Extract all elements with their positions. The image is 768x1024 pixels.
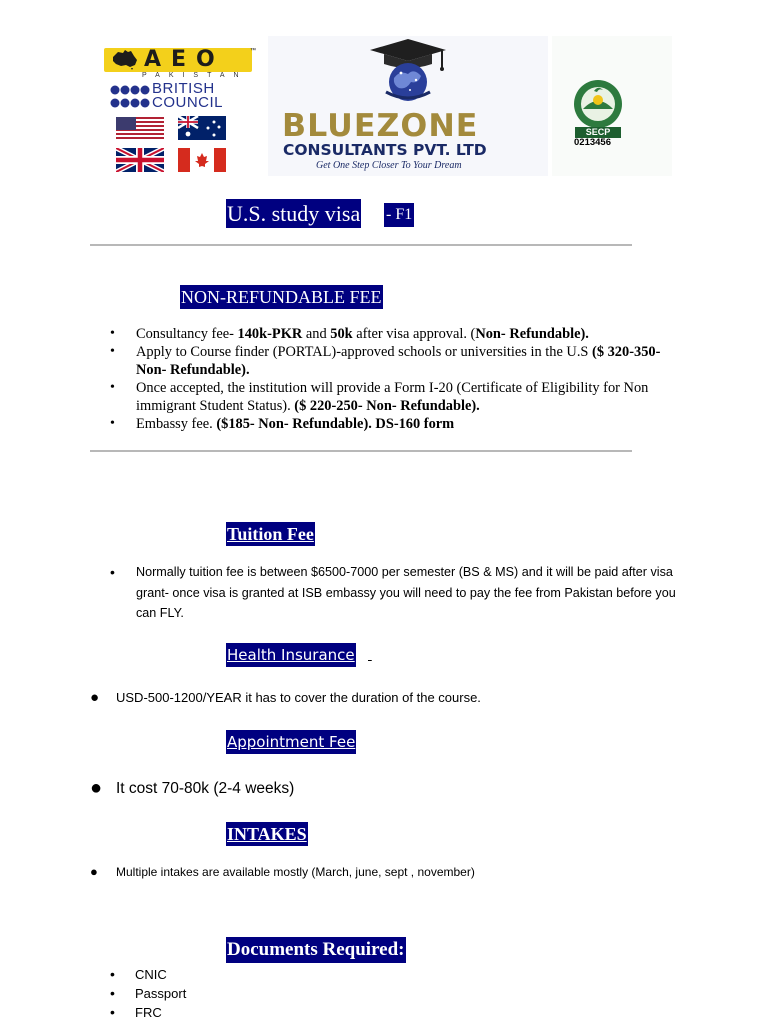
health-insurance-text: USD-500-1200/YEAR it has to cover the duration of the course. (116, 690, 481, 705)
list-item: • CNIC (108, 965, 408, 984)
bluezone-tagline: Get One Step Closer To Your Dream (316, 160, 462, 171)
bullet-icon: ● (90, 777, 103, 799)
secp-label: SECP (575, 127, 621, 138)
health-insurance-heading: Health Insurance (226, 643, 356, 667)
bullet-icon: ● (90, 864, 98, 879)
australia-flag-icon (178, 116, 226, 140)
page-title-suffix: - F1 (384, 203, 414, 227)
divider-top (90, 244, 632, 246)
aeo-logo (104, 44, 254, 80)
aeo-wordmark: AEO (144, 47, 225, 72)
bullet-icon: • (110, 564, 115, 580)
secp-seal-icon (557, 79, 639, 129)
page-title: U.S. study visa (227, 201, 361, 226)
list-item: • FRC (108, 1003, 408, 1022)
documents-list (108, 965, 408, 1022)
list-item: • Passport (108, 984, 408, 1003)
british-council-line2: COUNCIL (152, 94, 224, 111)
list-item: • Consultancy fee- 140k-PKR and 50k after visa approval. (Non- Refundable). (108, 325, 678, 343)
intakes-text: Multiple intakes are available mostly (March, june, sept , november) (116, 865, 475, 879)
british-council-dots-icon (110, 84, 150, 110)
british-council-line1: BRITISH (152, 80, 215, 97)
list-item: • Embassy fee. ($185- Non- Refundable). DS-160 form (108, 415, 678, 433)
documents-heading: Documents Required: (226, 937, 406, 963)
intakes-heading: INTAKES (227, 824, 307, 844)
divider-bottom (90, 450, 632, 452)
aeo-logo-box (104, 47, 256, 72)
appointment-fee-heading: Appointment Fee (226, 730, 356, 754)
list-item: • Once accepted, the institution will provide a Form I-20 (Certificate of Eligibility for Non immigrant Student Status). ($ 220-250- Non- Refundable). (108, 379, 678, 415)
graduation-cap-globe-icon (366, 38, 450, 104)
tuition-text: Normally tuition fee is between $6500-7000 per semester (BS & MS) and it will be paid after visa grant- once visa is granted at ISB embassy you will need to pay the fee from Pakistan before you can FLY. (136, 565, 676, 620)
non-refundable-heading: NON-REFUNDABLE FEE (181, 287, 382, 307)
british-council-wordmark (152, 82, 223, 110)
non-refundable-list (108, 325, 678, 433)
canada-flag-icon (178, 148, 226, 172)
aeo-subtitle: PAKISTAN (142, 72, 248, 79)
health-insurance-underline-tail (368, 645, 372, 665)
aeo-trademark: ™ (250, 48, 256, 54)
tuition-heading: Tuition Fee (227, 524, 314, 544)
list-item: • Apply to Course finder (PORTAL)-approved schools or universities in the U.S ($ 320-350- Non- Refundable). (108, 343, 678, 379)
australia-map-icon (110, 48, 140, 70)
secp-registration-number: 0213456 (574, 137, 611, 148)
uk-flag-icon (116, 148, 164, 172)
bluezone-wordmark: BLUEZONE (282, 108, 479, 144)
us-flag-icon (116, 117, 164, 141)
british-council-logo (110, 82, 250, 112)
bluezone-subtitle: CONSULTANTS PVT. LTD (283, 141, 487, 159)
appointment-fee-text: It cost 70-80k (2-4 weeks) (116, 780, 295, 797)
bullet-icon: ● (90, 689, 100, 706)
